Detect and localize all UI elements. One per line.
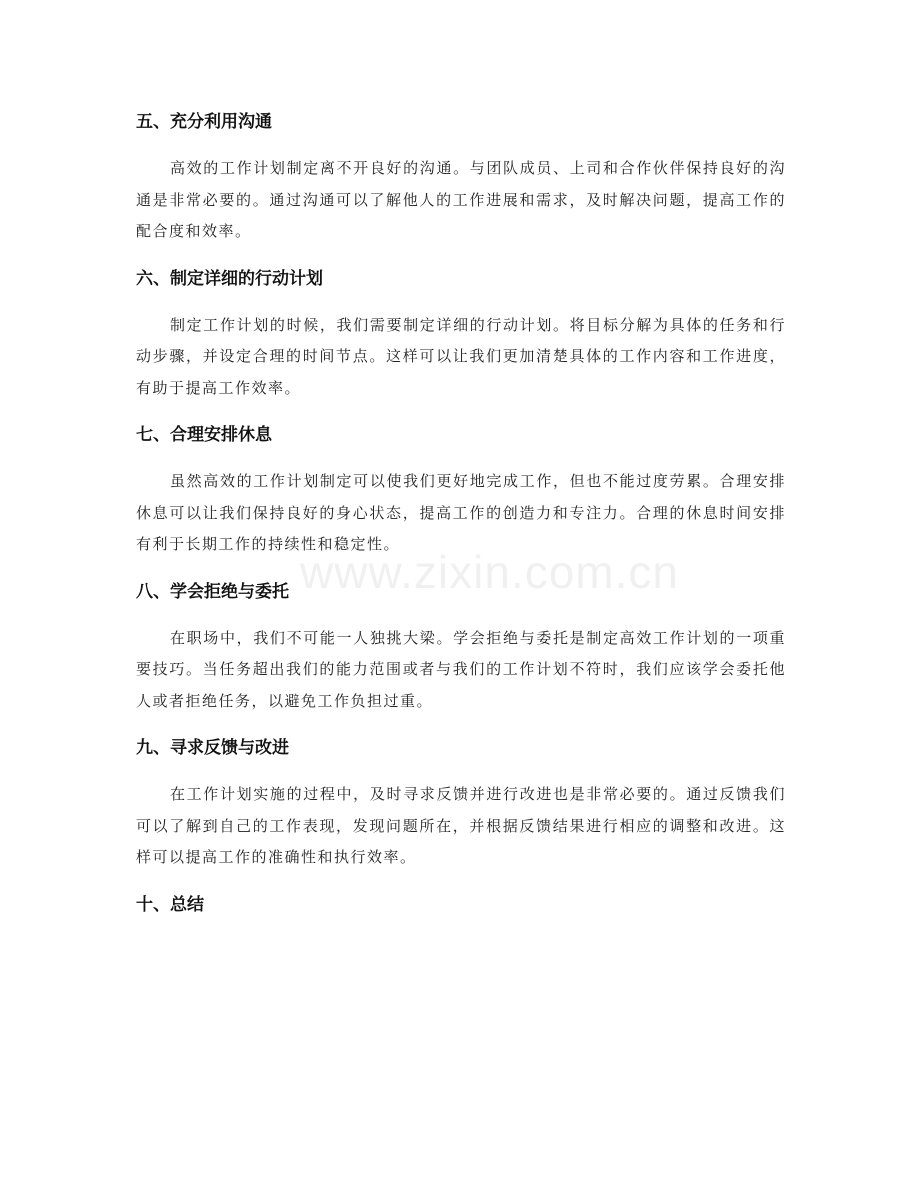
section-body-5: 高效的工作计划制定离不开良好的沟通。与团队成员、上司和合作伙伴保持良好的沟通是非常必要的。通过沟通可以了解他人的工作进展和需求，及时解决问题，提高工作的配合度和效率。	[136, 159, 786, 240]
section-body-6: 制定工作计划的时候，我们需要制定详细的行动计划。将目标分解为具体的任务和行动步骤，并设定合理的时间节点。这样可以让我们更加清楚具体的工作内容和工作进度，有助于提高工作效率。	[136, 315, 786, 397]
section-body-8: 在职场中，我们不可能一人独挑大梁。学会拒绝与委托是制定高效工作计划的一项重要技巧。当任务超出我们的能力范围或者与我们的工作计划不符时，我们应该学会委托他人或者拒绝任务，以避免工作负担过重。	[136, 628, 786, 710]
watermark: www.zixin.com.cn	[300, 546, 679, 598]
section-heading-8: 八、学会拒绝与委托	[136, 581, 289, 602]
section-body-7: 虽然高效的工作计划制定可以使我们更好地完成工作，但也不能过度劳累。合理安排休息可以让我们保持良好的身心状态，提高工作的创造力和专注力。合理的休息时间安排有利于长期工作的持续性和稳定性。	[136, 472, 786, 553]
section-heading-7: 七、合理安排休息	[136, 425, 272, 445]
section-heading-10: 十、总结	[136, 894, 204, 915]
section-heading-9: 九、寻求反馈与改进	[136, 738, 289, 758]
document-content	[136, 104, 786, 923]
section-heading-5: 五、充分利用沟通	[136, 112, 272, 132]
section-body-9: 在工作计划实施的过程中，及时寻求反馈并进行改进也是非常必要的。通过反馈我们可以了解到自己的工作表现，发现问题所在，并根据反馈结果进行相应的调整和改进。这样可以提高工作的准确性和执行效率。	[136, 785, 786, 866]
section-heading-6: 六、制定详细的行动计划	[136, 268, 323, 289]
